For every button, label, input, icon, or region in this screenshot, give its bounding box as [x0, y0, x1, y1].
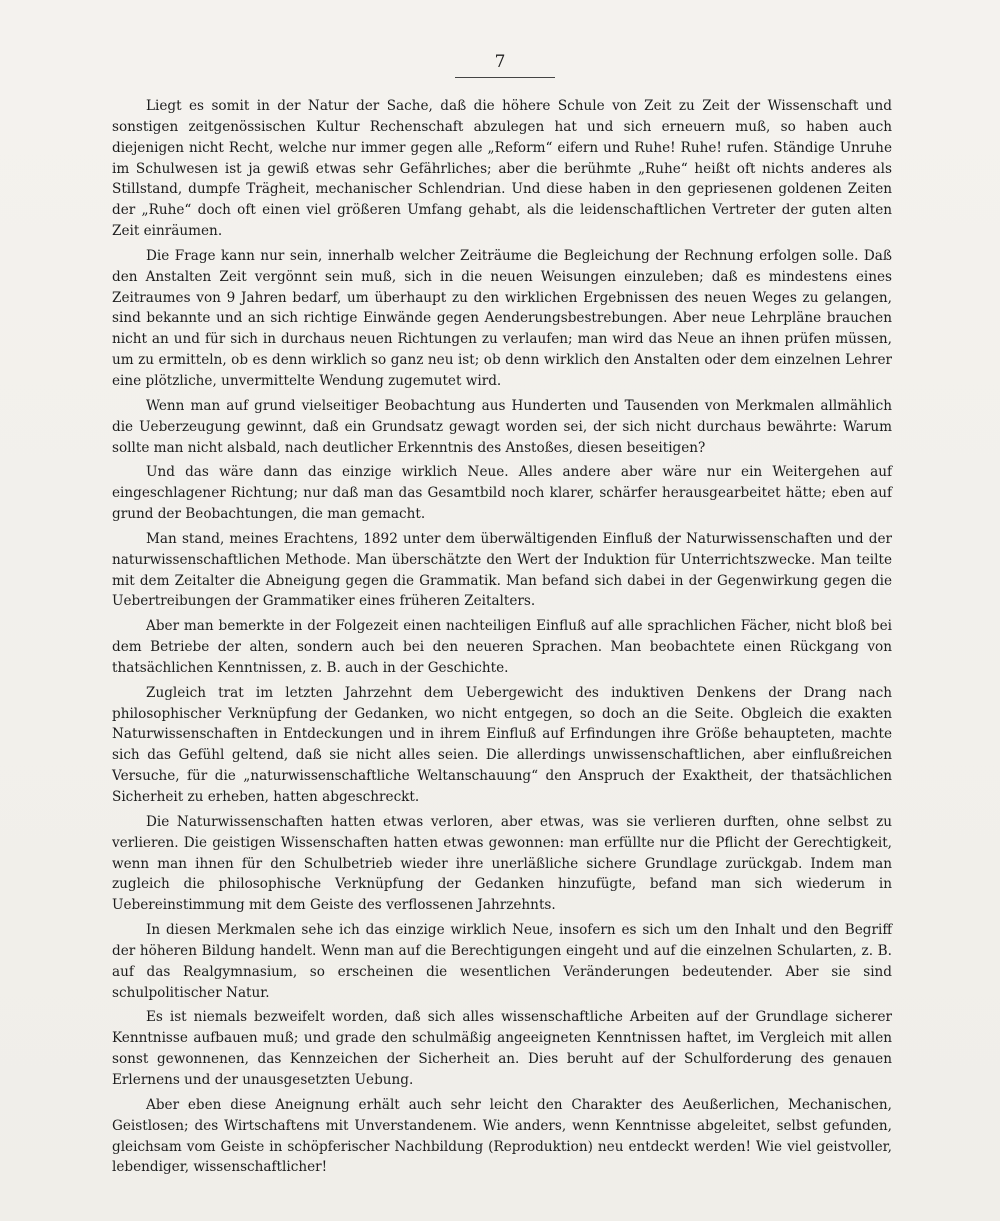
paragraph: Zugleich trat im letzten Jahrzehnt dem Uebergewicht des induktiven Denkens der Drang nach philosophischer Verknüpfung der Gedanken, wo nicht entgegen, so doch an die Seite. Obgleich die exakten Naturwissenschaften in Entdeckungen und in ihrem Einfluß auf Erfindungen ihre Größe behaupteten, machte sich das Gefühl geltend, daß sie nicht alles seien. Die allerdings unwissenschaftlichen, aber einflußreichen Versuche, für die „naturwissenschaftliche Weltanschauung“ den Anspruch der Exaktheit, der thatsächlichen Sicherheit zu erheben, hatten abgeschreckt. [112, 684, 892, 805]
paragraph: Wenn man auf grund vielseitiger Beobachtung aus Hunderten und Tausenden von Merkmalen allmählich die Ueberzeugung gewinnt, daß ein Grundsatz gewagt worden sei, der sich nicht durchaus bewährte: Warum sollte man nicht alsbald, nach deutlicher Erkenntnis des Anstoßes, diesen beseitigen? [112, 397, 892, 456]
paragraph: Es ist niemals bezweifelt worden, daß sich alles wissenschaftliche Arbeiten auf der Grundlage sicherer Kenntnisse aufbauen muß; und grade den schulmäßig angeeigneten Kenntnissen haftet, im Vergleich mit allen sonst gewonnenen, das Kennzeichen der Sicherheit an. Dies beruht auf der Schulforderung des genauen Erlernens und der unausgesetzten Uebung. [112, 1009, 892, 1088]
header-rule [455, 77, 555, 78]
paragraph: Die Frage kann nur sein, innerhalb welcher Zeiträume die Begleichung der Rechnung erfolgen solle. Daß den Anstalten Zeit vergönnt sein muß, sich in die neuen Weisungen einzuleben; daß es mindestens eines Zeitraumes von 9 Jahren bedarf, um überhaupt zu den wirklichen Ergebnissen des neuen Weges zu gelangen, sind bekannte und an sich richtige Einwände gegen Aenderungsbestrebungen. Aber neue Lehrpläne brauchen nicht an und für sich in durchaus neuen Richtungen zu verlaufen; man wird das Neue an ihnen prüfen müssen, um zu ermitteln, ob es denn wirklich so ganz neu ist; ob denn wirklich den Anstalten oder dem einzelnen Lehrer eine plötzliche, unvermittelte Wendung zugemutet wird. [112, 247, 892, 389]
paragraph: Liegt es somit in der Natur der Sache, daß die höhere Schule von Zeit zu Zeit der Wissenschaft und sonstigen zeitgenössischen Kultur Rechenschaft abzulegen hat und sich erneuern muß, so haben auch diejenigen nicht Recht, welche nur immer gegen alle „Reform“ eifern und Ruhe! Ruhe! rufen. Ständige Unruhe im Schulwesen ist ja gewiß etwas sehr Gefährliches; aber die berühmte „Ruhe“ heißt oft nichts anderes als Stillstand, dumpfe Trägheit, mechanischer Schlendrian. Und diese haben in den gepriesenen goldenen Zeiten der „Ruhe“ doch oft einen viel größeren Umfang gehabt, als die leidenschaftlichen Vertreter der guten alten Zeit einräumen. [112, 98, 892, 240]
paragraph: Aber man bemerkte in der Folgezeit einen nachteiligen Einfluß auf alle sprachlichen Fächer, nicht bloß bei dem Betriebe der alten, sondern auch bei den neueren Sprachen. Man beobachtete einen Rückgang von thatsächlichen Kenntnissen, z. B. auch in der Geschichte. [112, 618, 892, 676]
paragraph: Die Naturwissenschaften hatten etwas verloren, aber etwas, was sie verlieren durften, ohne selbst zu verlieren. Die geistigen Wissenschaften hatten etwas gewonnen: man erfüllte nur die Pflicht der Gerechtigkeit, wenn man ihnen für den Schulbetrieb wieder ihre unerläßliche sichere Grundlage zurückgab. Indem man zugleich die philosophische Verknüpfung der Gedanken hinzufügte, befand man sich wiederum in Uebereinstimmung mit dem Geiste des verflossenen Jahrzehnts. [112, 813, 892, 914]
paragraph: Man stand, meines Erachtens, 1892 unter dem überwältigenden Einfluß der Naturwissenschaften und der naturwissenschaftlichen Methode. Man überschätzte den Wert der Induktion für Unterrichtszwecke. Man teilte mit dem Zeitalter die Abneigung gegen die Grammatik. Man befand sich dabei in der Gegenwirkung gegen die Uebertreibungen der Grammatiker eines früheren Zeitalters. [112, 530, 892, 610]
paragraph: In diesen Merkmalen sehe ich das einzige wirklich Neue, insofern es sich um den Inhalt und den Begriff der höheren Bildung handelt. Wenn man auf die Berechtigungen eingeht und auf die einzelnen Schularten, z. B. auf das Realgymnasium, so erscheinen die wesentlichen Veränderungen bedeutender. Aber sie sind schulpolitischer Natur. [112, 922, 892, 1001]
page-number: 7 [494, 52, 506, 72]
body-text [112, 96, 892, 1182]
paragraph: Aber eben diese Aneignung erhält auch sehr leicht den Charakter des Aeußerlichen, Mechanischen, Geistlosen; des Wirtschaftens mit Unverstandenem. Wie anders, wenn Kenntnisse abgeleitet, selbst gefunden, gleichsam vom Geiste in schöpferischer Nachbildung (Reproduktion) neu entdeckt werden! Wie viel geistvoller, lebendiger, wissenschaftlicher! [112, 1096, 892, 1176]
paragraph: Und das wäre dann das einzige wirklich Neue. Alles andere aber wäre nur ein Weitergehen auf eingeschlagener Richtung; nur daß man das Gesamtbild noch klarer, schärfer herausgearbeitet hätte; eben auf grund der Beobachtungen, die man gemacht. [112, 464, 892, 523]
